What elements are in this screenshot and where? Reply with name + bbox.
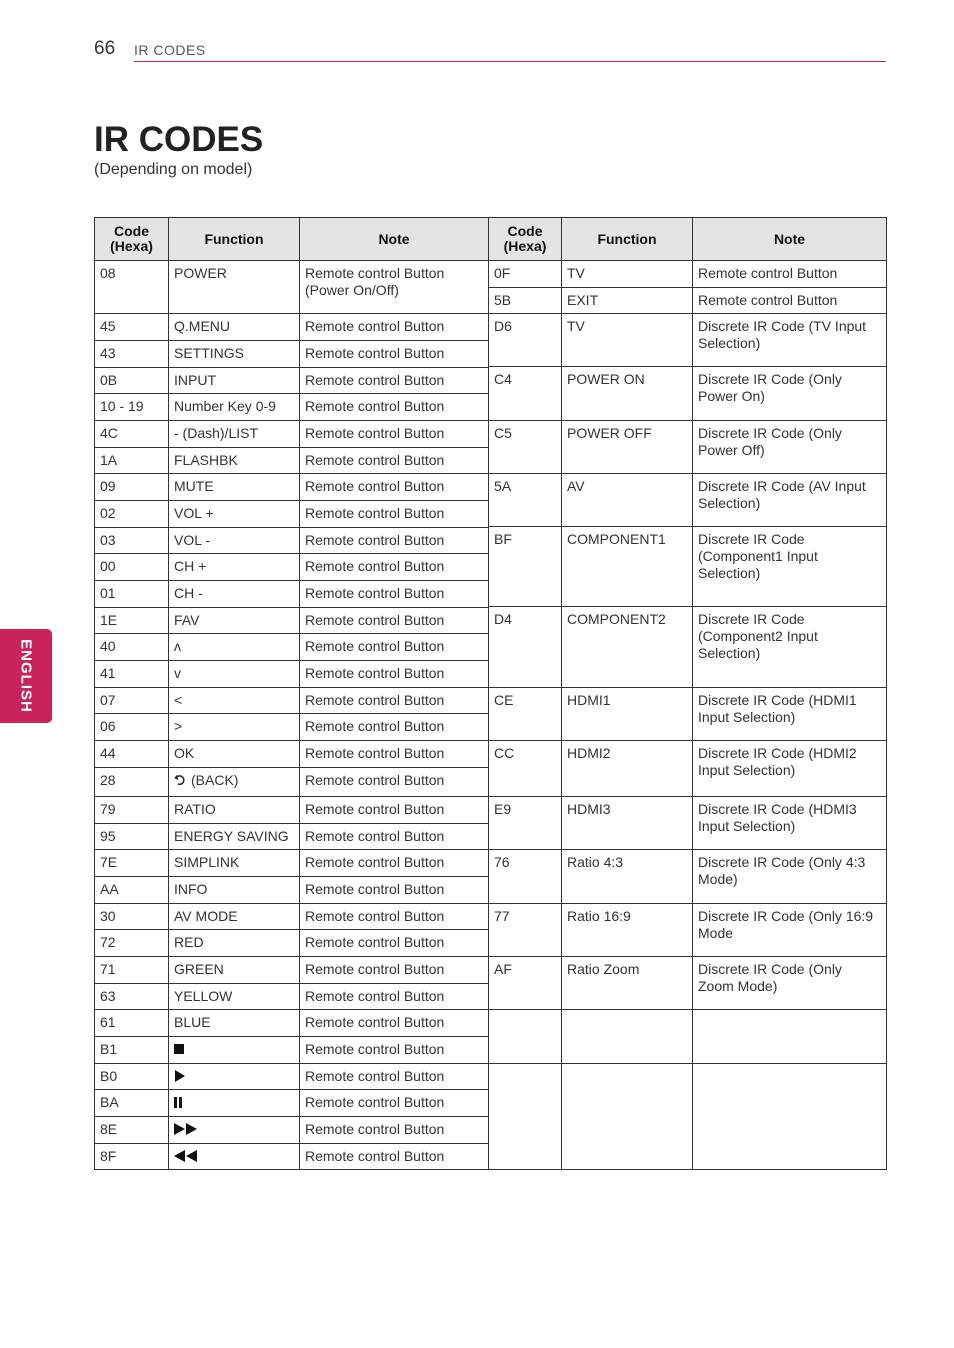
cell-code	[489, 1064, 562, 1170]
table-row	[95, 824, 489, 850]
cell-code: 76	[489, 850, 562, 904]
table-row	[489, 607, 887, 688]
cell-note: Remote control Button (Power On/Off)	[300, 261, 489, 314]
cell-code: 5A	[489, 474, 562, 527]
header-section-title: IR CODES	[134, 42, 206, 58]
cell-code: 28	[95, 768, 169, 797]
cell-function	[169, 1117, 300, 1144]
cell-code: 07	[95, 688, 169, 714]
cell-function: POWER	[169, 261, 300, 314]
function-label: (BACK)	[191, 772, 239, 788]
cell-note: Discrete IR Code (HDMI1 Input Selection)	[693, 688, 887, 741]
ir-codes-table-right	[488, 217, 887, 1170]
cell-function: COMPONENT1	[562, 527, 693, 607]
cell-function: >	[169, 714, 300, 741]
cell-function: HDMI1	[562, 688, 693, 741]
cell-code: 0F	[489, 261, 562, 288]
cell-function: TV	[562, 314, 693, 367]
table-row	[95, 394, 489, 421]
table-row	[95, 341, 489, 368]
cell-note: Remote control Button	[300, 904, 489, 930]
cell-code: CC	[489, 741, 562, 797]
header-code: Code (Hexa)	[95, 218, 169, 261]
cell-note: Remote control Button	[300, 581, 489, 608]
cell-function: RATIO	[169, 797, 300, 824]
cell-note: Remote control Button	[300, 741, 489, 768]
table-row	[95, 501, 489, 528]
cell-function: POWER OFF	[562, 421, 693, 474]
cell-note: Remote control Button	[300, 1090, 489, 1117]
table-row	[489, 261, 887, 288]
pause-icon	[174, 1095, 183, 1112]
cell-function: ʌ	[169, 634, 300, 661]
cell-function: ENERGY SAVING	[169, 824, 300, 850]
table-row	[489, 850, 887, 904]
cell-code: 71	[95, 957, 169, 984]
cell-code: 63	[95, 984, 169, 1010]
cell-function: Ratio 16:9	[562, 904, 693, 957]
cell-code: BF	[489, 527, 562, 607]
table-row	[95, 904, 489, 930]
cell-note: Discrete IR Code (Component2 Input Selection)	[693, 607, 887, 688]
cell-note: Discrete IR Code (Component1 Input Selection)	[693, 527, 887, 607]
cell-function: AV MODE	[169, 904, 300, 930]
table-row	[95, 877, 489, 904]
cell-code: 00	[95, 554, 169, 581]
cell-note: Remote control Button	[300, 554, 489, 581]
cell-code: 0B	[95, 368, 169, 394]
table-row	[95, 1090, 489, 1117]
cell-function: v	[169, 661, 300, 688]
cell-note: Remote control Button	[300, 501, 489, 528]
header-function: Function	[562, 218, 693, 261]
table-row	[95, 1117, 489, 1144]
stop-icon	[174, 1042, 185, 1059]
cell-code: CE	[489, 688, 562, 741]
table-row	[95, 797, 489, 824]
cell-function: INPUT	[169, 368, 300, 394]
cell-note: Remote control Button	[300, 314, 489, 341]
cell-note: Remote control Button	[300, 421, 489, 448]
cell-code: D6	[489, 314, 562, 367]
cell-note: Remote control Button	[300, 474, 489, 501]
cell-code: 06	[95, 714, 169, 741]
cell-function: FAV	[169, 608, 300, 634]
language-tab	[0, 629, 52, 723]
cell-function: MUTE	[169, 474, 300, 501]
cell-code: 8F	[95, 1144, 169, 1170]
cell-note: Discrete IR Code (TV Input Selection)	[693, 314, 887, 367]
cell-note: Discrete IR Code (HDMI2 Input Selection)	[693, 741, 887, 797]
table-row	[489, 288, 887, 314]
cell-function: INFO	[169, 877, 300, 904]
cell-code: 01	[95, 581, 169, 608]
cell-code: 1A	[95, 448, 169, 474]
cell-function: COMPONENT2	[562, 607, 693, 688]
cell-function: CH +	[169, 554, 300, 581]
cell-code: 10 - 19	[95, 394, 169, 421]
cell-note: Remote control Button	[300, 797, 489, 824]
table-row	[95, 474, 489, 501]
cell-code: 79	[95, 797, 169, 824]
cell-note: Discrete IR Code (Only Power Off)	[693, 421, 887, 474]
cell-note: Remote control Button	[300, 341, 489, 368]
cell-function	[169, 768, 300, 797]
cell-note: Discrete IR Code (Only Power On)	[693, 367, 887, 421]
table-row	[95, 634, 489, 661]
language-tab-label: ENGLISH	[17, 639, 35, 713]
table-row	[95, 850, 489, 877]
cell-note: Remote control Button	[300, 608, 489, 634]
cell-note: Remote control Button	[300, 930, 489, 957]
header-note: Note	[300, 218, 489, 261]
table-row	[489, 797, 887, 850]
cell-function: EXIT	[562, 288, 693, 314]
cell-code: C4	[489, 367, 562, 421]
table-row	[95, 984, 489, 1010]
table-row	[489, 688, 887, 741]
table-row	[95, 957, 489, 984]
table-row	[95, 581, 489, 608]
cell-function: Q.MENU	[169, 314, 300, 341]
header-note: Note	[693, 218, 887, 261]
cell-note: Remote control Button	[300, 1037, 489, 1064]
cell-function: Ratio 4:3	[562, 850, 693, 904]
table-row	[95, 688, 489, 714]
cell-function: HDMI3	[562, 797, 693, 850]
cell-code: 43	[95, 341, 169, 368]
cell-note: Remote control Button	[300, 984, 489, 1010]
cell-note: Discrete IR Code (AV Input Selection)	[693, 474, 887, 527]
cell-note: Remote control Button	[300, 1117, 489, 1144]
cell-code: AF	[489, 957, 562, 1010]
table-row	[95, 421, 489, 448]
back-arrow-icon	[174, 773, 187, 790]
cell-note: Remote control Button	[693, 261, 887, 288]
table-row	[95, 714, 489, 741]
cell-code: 44	[95, 741, 169, 768]
cell-note: Discrete IR Code (HDMI3 Input Selection)	[693, 797, 887, 850]
header-function: Function	[169, 218, 300, 261]
cell-note: Remote control Button	[693, 288, 887, 314]
cell-function: SETTINGS	[169, 341, 300, 368]
cell-code: 7E	[95, 850, 169, 877]
cell-function: - (Dash)/LIST	[169, 421, 300, 448]
cell-note: Remote control Button	[300, 824, 489, 850]
cell-code: BA	[95, 1090, 169, 1117]
cell-code: 30	[95, 904, 169, 930]
cell-code: 41	[95, 661, 169, 688]
cell-function: POWER ON	[562, 367, 693, 421]
cell-note	[693, 1064, 887, 1170]
cell-function: AV	[562, 474, 693, 527]
cell-note: Remote control Button	[300, 850, 489, 877]
cell-function: OK	[169, 741, 300, 768]
cell-note: Remote control Button	[300, 448, 489, 474]
cell-function: YELLOW	[169, 984, 300, 1010]
cell-code: 5B	[489, 288, 562, 314]
cell-function	[562, 1064, 693, 1170]
table-row	[95, 448, 489, 474]
cell-note: Discrete IR Code (Only Zoom Mode)	[693, 957, 887, 1010]
table-row	[95, 768, 489, 797]
cell-code: 1E	[95, 608, 169, 634]
table-row	[95, 930, 489, 957]
cell-function: FLASHBK	[169, 448, 300, 474]
cell-function: HDMI2	[562, 741, 693, 797]
table-row	[489, 474, 887, 527]
cell-function: SIMPLINK	[169, 850, 300, 877]
cell-function: TV	[562, 261, 693, 288]
cell-function: RED	[169, 930, 300, 957]
cell-function: VOL +	[169, 501, 300, 528]
cell-code: 02	[95, 501, 169, 528]
table-row	[95, 261, 489, 314]
table-row	[489, 367, 887, 421]
table-row	[95, 528, 489, 554]
cell-code: 4C	[95, 421, 169, 448]
cell-note: Discrete IR Code (Only 4:3 Mode)	[693, 850, 887, 904]
table-row	[95, 608, 489, 634]
cell-function: BLUE	[169, 1010, 300, 1037]
table-row	[95, 1010, 489, 1037]
table-row	[95, 368, 489, 394]
cell-note: Discrete IR Code (Only 16:9 Mode	[693, 904, 887, 957]
cell-note: Remote control Button	[300, 1064, 489, 1090]
header-code: Code (Hexa)	[489, 218, 562, 261]
cell-function: CH -	[169, 581, 300, 608]
table-row	[489, 1010, 887, 1064]
cell-function	[562, 1010, 693, 1064]
table-row	[95, 314, 489, 341]
cell-code: 95	[95, 824, 169, 850]
page-subtitle: (Depending on model)	[94, 161, 253, 178]
cell-function: Ratio Zoom	[562, 957, 693, 1010]
cell-function: <	[169, 688, 300, 714]
table-row	[489, 1064, 887, 1170]
cell-note: Remote control Button	[300, 714, 489, 741]
cell-code: C5	[489, 421, 562, 474]
cell-function: GREEN	[169, 957, 300, 984]
table-row	[95, 1144, 489, 1170]
cell-note: Remote control Button	[300, 768, 489, 797]
cell-code	[489, 1010, 562, 1064]
cell-note: Remote control Button	[300, 688, 489, 714]
cell-code: 8E	[95, 1117, 169, 1144]
cell-code: AA	[95, 877, 169, 904]
cell-code: 45	[95, 314, 169, 341]
cell-note: Remote control Button	[300, 394, 489, 421]
table-row	[95, 554, 489, 581]
page-number: 66	[94, 38, 116, 59]
page-title: IR CODES	[94, 120, 264, 159]
header-divider	[134, 61, 886, 62]
cell-code: 08	[95, 261, 169, 314]
cell-note: Remote control Button	[300, 1144, 489, 1170]
cell-code: 03	[95, 528, 169, 554]
cell-function	[169, 1037, 300, 1064]
table-row	[489, 957, 887, 1010]
cell-code: 77	[489, 904, 562, 957]
fast-forward-icon	[174, 1122, 199, 1139]
cell-function: VOL -	[169, 528, 300, 554]
ir-codes-table-left	[94, 217, 489, 1170]
table-row	[489, 527, 887, 607]
cell-code: B0	[95, 1064, 169, 1090]
cell-code: B1	[95, 1037, 169, 1064]
cell-note: Remote control Button	[300, 957, 489, 984]
cell-note: Remote control Button	[300, 634, 489, 661]
rewind-icon	[174, 1149, 199, 1166]
table-row	[95, 661, 489, 688]
cell-note: Remote control Button	[300, 528, 489, 554]
cell-note: Remote control Button	[300, 877, 489, 904]
cell-code: E9	[489, 797, 562, 850]
table-row	[95, 1037, 489, 1064]
cell-code: 61	[95, 1010, 169, 1037]
cell-code: 40	[95, 634, 169, 661]
cell-function	[169, 1144, 300, 1170]
cell-function	[169, 1064, 300, 1090]
cell-note	[693, 1010, 887, 1064]
play-icon	[174, 1069, 186, 1086]
cell-note: Remote control Button	[300, 368, 489, 394]
cell-code: D4	[489, 607, 562, 688]
cell-function	[169, 1090, 300, 1117]
table-row	[489, 904, 887, 957]
table-row	[489, 421, 887, 474]
table-row	[95, 741, 489, 768]
cell-note: Remote control Button	[300, 1010, 489, 1037]
cell-function: Number Key 0-9	[169, 394, 300, 421]
cell-note: Remote control Button	[300, 661, 489, 688]
cell-code: 72	[95, 930, 169, 957]
table-row	[489, 741, 887, 797]
table-row	[95, 1064, 489, 1090]
cell-code: 09	[95, 474, 169, 501]
table-row	[489, 314, 887, 367]
